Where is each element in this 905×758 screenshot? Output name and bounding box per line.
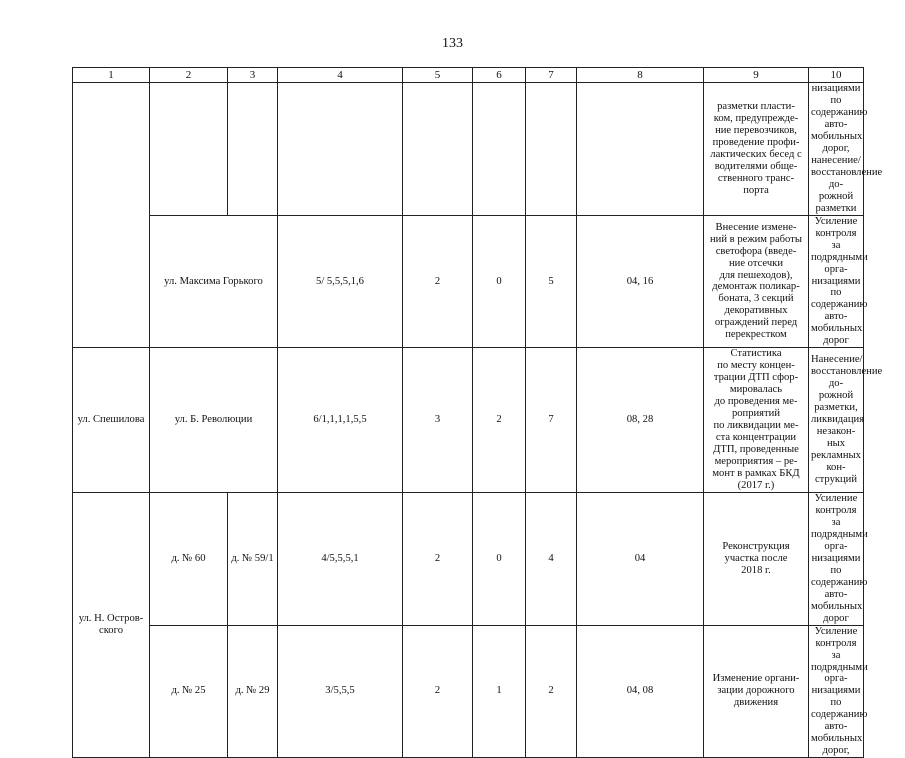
value-cell: 7 [526,348,577,493]
measures-cell: разметки пласти- ком, предупрежде- ние перевозчиков, проведение профи- лактических бесед с водителями обще- ственного транс- порта [704,83,809,216]
column-number-2: 2 [150,68,228,83]
house-cell: д. № 29 [228,625,278,758]
recommendation-cell: Усиление контроля за подрядными орга- низациями по содержанию авто- мобильных дорог [809,492,864,625]
page-number: 133 [442,36,463,51]
accident-code-cell: 5/ 5,5,5,1,6 [278,215,403,348]
house-cell: д. № 25 [150,625,228,758]
code-cell: 08, 28 [577,348,704,493]
column-number-1: 1 [73,68,150,83]
value-cell: 2 [403,215,473,348]
measures-cell: Статистика по месту концен- трации ДТП сфор- мировалась до проведения ме- роприятий по ликвидации ме- ста концентрации ДТП, проведенные мероприятия – ре- монт в рамках БКД (2017 г.) [704,348,809,493]
table-row [73,348,864,493]
address-cell-empty [228,83,278,216]
measures-cell: Внесение измене- ний в режим работы светофора (введе- ние отсечки для пешеходов), демонтаж поликар- боната, 3 секций декоративных ограждений перед перекрестком [704,215,809,348]
column-number-6: 6 [473,68,526,83]
code-cell: 04 [577,492,704,625]
metric-cell-empty [403,83,473,216]
column-number-5: 5 [403,68,473,83]
accident-code-cell: 4/5,5,5,1 [278,492,403,625]
column-number-4: 4 [278,68,403,83]
value-cell: 0 [473,492,526,625]
metric-cell-empty [278,83,403,216]
measures-cell: Изменение органи- зации дорожного движения [704,625,809,758]
intersection-street-cell: ул. Б. Революции [150,348,278,493]
value-cell: 3 [403,348,473,493]
recommendation-cell: Нанесение/ восстановление до- рожной разметки, ликвидация незакон- ных рекламных кон- струкций [809,348,864,493]
value-cell: 2 [403,492,473,625]
recommendation-cell: Усиление контроля за подрядными орга- низациями по содержанию авто- мобильных дорог [809,215,864,348]
street-cell-empty [73,83,150,348]
measures-cell: Реконструкция участка после 2018 г. [704,492,809,625]
metric-cell-empty [473,83,526,216]
recommendation-cell: низациями по содержанию авто- мобильных дорог, нанесение/ восстановление до- рожной разметки [809,83,864,216]
table-row [73,492,864,625]
column-number-8: 8 [577,68,704,83]
code-cell: 04, 08 [577,625,704,758]
value-cell: 5 [526,215,577,348]
intersection-street-cell: ул. Максима Горького [150,215,278,348]
column-number-9: 9 [704,68,809,83]
value-cell: 0 [473,215,526,348]
table-row [73,83,864,216]
recommendation-cell: Усиление контроля за подрядными орга- низациями по содержанию авто- мобильных дорог, [809,625,864,758]
value-cell: 4 [526,492,577,625]
table-row [73,215,864,348]
accident-code-cell: 3/5,5,5 [278,625,403,758]
data-table [72,67,883,758]
value-cell: 2 [526,625,577,758]
column-number-7: 7 [526,68,577,83]
metric-cell-empty [526,83,577,216]
accident-code-cell: 6/1,1,1,1,5,5 [278,348,403,493]
code-cell: 04, 16 [577,215,704,348]
metric-cell-empty [577,83,704,216]
table-header-row [73,68,864,83]
value-cell: 2 [403,625,473,758]
value-cell: 1 [473,625,526,758]
value-cell: 2 [473,348,526,493]
table-row [73,625,864,758]
column-number-3: 3 [228,68,278,83]
house-cell: д. № 59/1 [228,492,278,625]
address-cell-empty [150,83,228,216]
street-cell: ул. Спешилова [73,348,150,493]
column-number-10: 10 [809,68,864,83]
street-cell: ул. Н. Остров- ского [73,492,150,757]
house-cell: д. № 60 [150,492,228,625]
